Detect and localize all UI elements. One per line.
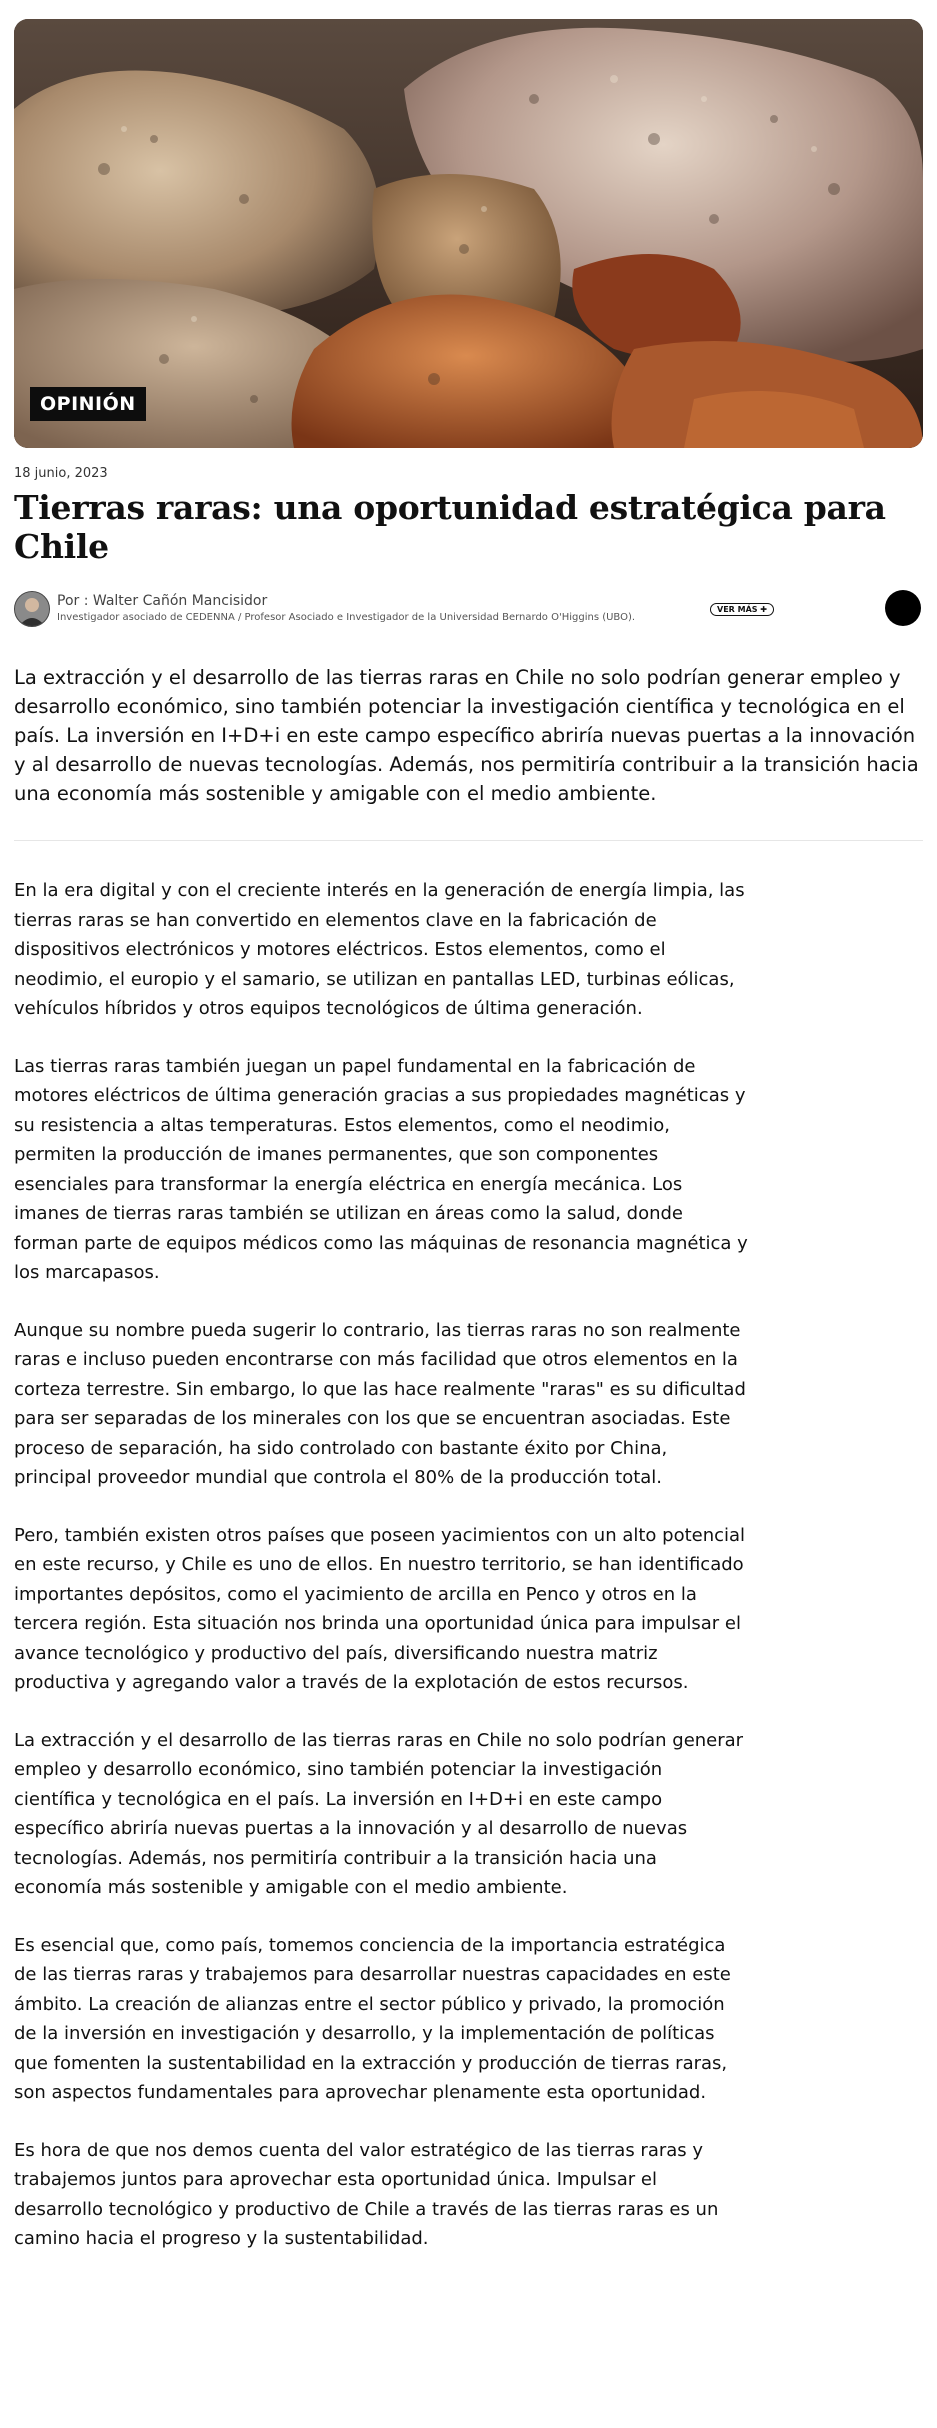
hero-image: [14, 19, 923, 448]
avatar[interactable]: [14, 591, 50, 627]
share-button[interactable]: [885, 590, 921, 626]
article-lead: La extracción y el desarrollo de las tierras raras en Chile no solo podrían generar empleo y desarrollo económico, sino también potenciar la investigación científica y tecnológica en el país. La inversión en I+D+i en este campo específico abriría nuevas puertas a la innovación y al desarrollo de nuevas tecnologías. Además, nos permitiría contribuir a la transición hacia una economía más sostenible y amigable con el medio ambiente.: [14, 666, 919, 805]
author-block: [14, 590, 923, 630]
ver-mas-button[interactable]: VER MÁS ✚: [710, 603, 774, 616]
author-portrait-icon: [15, 592, 49, 626]
publish-date: 18 junio, 2023: [14, 466, 108, 481]
body-paragraph: Las tierras raras también juegan un papel fundamental en la fabricación de motores eléctricos de última generación gracias a sus propiedades magnéticas y su resistencia a altas temperaturas. Estos elementos, como el neodimio, permiten la producción de imanes permanentes, que son componentes esenciales para transformar la energía eléctrica en energía mecánica. Los imanes de tierras raras también se utilizan en áreas como la salud, donde forman parte de equipos médicos como las máquinas de resonancia magnética y los marcapasos.: [14, 1055, 748, 1283]
section-badge[interactable]: OPINIÓN: [30, 387, 146, 421]
rocks-photo: [14, 19, 923, 448]
body-paragraph: En la era digital y con el creciente interés en la generación de energía limpia, las tierras raras se han convertido en elementos clave en la fabricación de dispositivos electrónicos y motores eléctricos. Estos elementos, como el neodimio, el europio y el samario, se utilizan en pantallas LED, turbinas eólicas, vehículos híbridos y otros equipos tecnológicos de última generación.: [14, 880, 745, 1019]
body-paragraph: Pero, también existen otros países que poseen yacimientos con un alto potencial en este recurso, y Chile es uno de ellos. En nuestro territorio, se han identificado importantes depósitos, como el yacimiento de arcilla en Penco y otros en la tercera región. Esta situación nos brinda una oportunidad única para impulsar el avance tecnológico y productivo del país, diversificando nuestra matriz productiva y agregando valor a través de la explotación de estos recursos.: [14, 1524, 746, 1693]
body-paragraph: Aunque su nombre pueda sugerir lo contrario, las tierras raras no son realmente raras e incluso pueden encontrarse con más facilidad que otros elementos en la corteza terrestre. Sin embargo, lo que las hace realmente "raras" es su dificultad para ser separadas de los minerales con los que se encuentran asociadas. Este proceso de separación, ha sido controlado con bastante éxito por China, principal proveedor mundial que controla el 80% de la producción total.: [14, 1319, 746, 1488]
body-paragraph: La extracción y el desarrollo de las tierras raras en Chile no solo podrían generar empleo y desarrollo económico, sino también potenciar la investigación científica y tecnológica en el país. La inversión en I+D+i en este campo específico abriría nuevas puertas a la innovación y al desarrollo de nuevas tecnologías. Además, nos permitiría contribuir a la transición hacia una economía más sostenible y amigable con el medio ambiente.: [14, 1729, 744, 1898]
article-body: [14, 876, 749, 2282]
divider: [14, 840, 923, 841]
page-title: Tierras raras: una oportunidad estratégica para Chile: [14, 488, 886, 566]
author-role: Investigador asociado de CEDENNA / Profesor Asociado e Investigador de la Universidad Bernardo O'Higgins (UBO).: [57, 612, 636, 623]
body-paragraph: Es esencial que, como país, tomemos conciencia de la importancia estratégica de las tierras raras y trabajemos para desarrollar nuestras capacidades en este ámbito. La creación de alianzas entre el sector público y privado, la promoción de la inversión en investigación y desarrollo, y la implementación de políticas que fomenten la sustentabilidad en la extracción y producción de tierras raras, son aspectos fundamentales para aprovechar plenamente esta oportunidad.: [14, 1934, 731, 2103]
body-paragraph: Es hora de que nos demos cuenta del valor estratégico de las tierras raras y trabajemos juntos para aprovechar esta oportunidad única. Impulsar el desarrollo tecnológico y productivo de Chile a través de las tierras raras es un camino hacia el progreso y la sustentabilidad.: [14, 2139, 719, 2249]
author-name[interactable]: Por : Walter Cañón Mancisidor: [57, 593, 268, 609]
